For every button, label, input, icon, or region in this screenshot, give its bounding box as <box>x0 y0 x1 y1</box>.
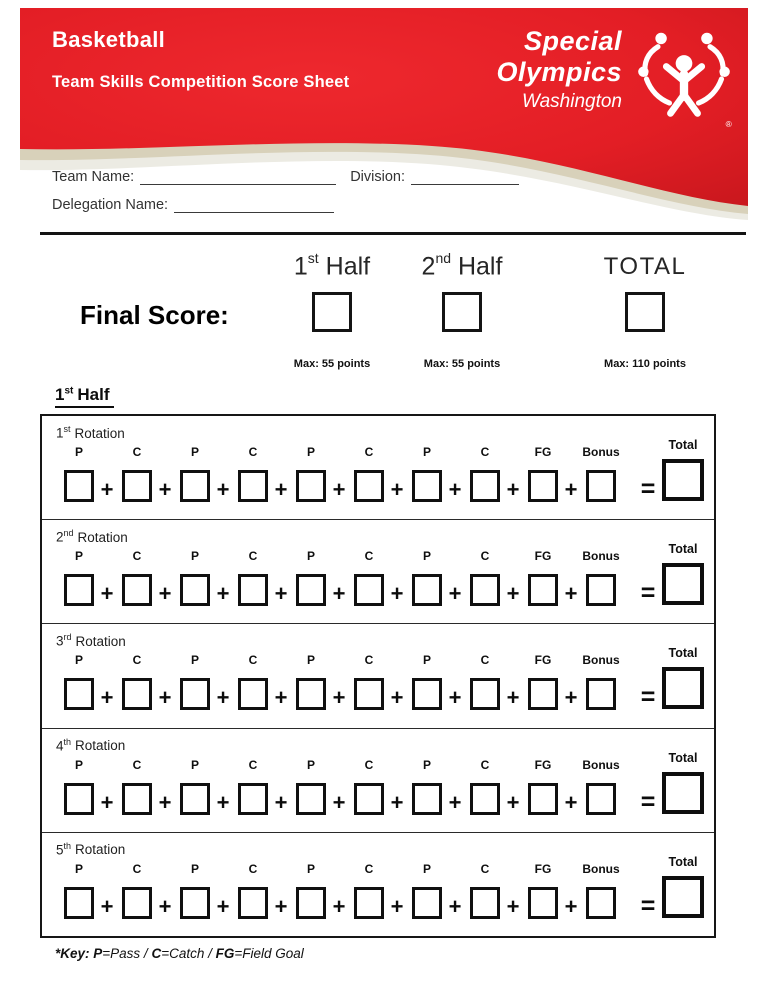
skill-column-header: C <box>480 549 490 564</box>
skill-column-header: Bonus <box>582 445 620 459</box>
skill-column-header: C <box>364 757 374 772</box>
skill-cell-p <box>296 833 354 936</box>
rotation-total <box>658 751 708 814</box>
rotation-total-box[interactable] <box>662 772 704 814</box>
plus-sign: + <box>448 477 462 502</box>
plus-sign: + <box>216 477 230 502</box>
skill-column-header: C <box>132 653 142 668</box>
skill-cell-p <box>412 416 470 519</box>
key-definition: =Catch / <box>161 946 216 961</box>
skill-cell-c <box>238 520 296 623</box>
skill-column-header: P <box>306 653 315 668</box>
key-term: C <box>151 946 162 961</box>
score-entry-box[interactable] <box>180 678 210 710</box>
final-score-label: Final Score: <box>80 300 229 330</box>
rotation-total-box[interactable] <box>662 667 704 709</box>
plus-sign: + <box>506 789 520 815</box>
plus-sign: + <box>158 893 172 919</box>
plus-sign: + <box>158 477 172 502</box>
section-divider <box>40 232 746 235</box>
plus-sign: + <box>390 789 404 815</box>
skill-column-header: C <box>364 861 374 876</box>
logo-word-olympics: Olympics <box>496 57 622 87</box>
plus-sign: + <box>390 581 404 607</box>
skill-column-header: P <box>74 445 83 459</box>
skill-column-header: P <box>190 861 199 876</box>
skill-column-header: P <box>422 757 431 772</box>
plus-sign: + <box>564 477 578 502</box>
score-entry-box[interactable] <box>180 783 210 815</box>
skill-cell-fg <box>528 833 586 936</box>
skill-cell-c <box>238 624 296 727</box>
score-entry-box[interactable] <box>180 574 210 606</box>
score-entry-box[interactable] <box>586 470 616 502</box>
skill-column-header: FG <box>534 861 552 876</box>
rotation-row <box>42 519 714 623</box>
skill-column-header: P <box>422 653 431 668</box>
skill-cell-c <box>354 624 412 727</box>
score-entry-box[interactable] <box>64 678 94 710</box>
rotation-total-box[interactable] <box>662 459 704 501</box>
final-score-col-first-half <box>257 252 407 370</box>
skill-column-header: Bonus <box>582 757 620 772</box>
rotation-total <box>658 438 708 501</box>
special-olympics-logo-mark-icon <box>634 28 734 128</box>
total-score-box-final[interactable] <box>625 292 665 332</box>
score-entry-box[interactable] <box>64 574 94 606</box>
score-entry-box[interactable] <box>412 470 442 502</box>
page-title: Basketball <box>52 27 166 52</box>
score-entry-box[interactable] <box>354 470 384 502</box>
score-entry-box[interactable] <box>586 783 616 815</box>
score-entry-box[interactable] <box>296 574 326 606</box>
rotation-word: Rotation <box>74 425 125 441</box>
skill-column-header: FG <box>534 549 552 564</box>
plus-sign: + <box>274 893 288 919</box>
second-half-max-points: Max: 55 points <box>423 358 501 370</box>
rotation-word: Rotation <box>77 529 128 545</box>
second-half-score-box[interactable] <box>442 292 482 332</box>
skill-column-header: P <box>306 861 315 876</box>
plus-sign: + <box>448 581 462 607</box>
score-entry-box[interactable] <box>354 574 384 606</box>
plus-sign: + <box>100 789 114 815</box>
plus-sign: + <box>332 685 346 711</box>
skill-cells <box>64 624 644 727</box>
skill-column-header: FG <box>534 653 552 668</box>
plus-sign: + <box>274 685 288 711</box>
score-entry-box[interactable] <box>296 678 326 710</box>
score-entry-box[interactable] <box>354 678 384 710</box>
skill-column-header: P <box>422 445 431 459</box>
score-entry-box[interactable] <box>470 887 500 919</box>
rotation-row <box>42 832 714 936</box>
plus-sign: + <box>216 685 230 711</box>
first-half-score-box[interactable] <box>312 292 352 332</box>
plus-sign: + <box>390 893 404 919</box>
skill-column-header: P <box>422 861 431 876</box>
skill-cell-c <box>122 624 180 727</box>
skill-column-header: C <box>480 757 490 772</box>
score-entry-box[interactable] <box>64 470 94 502</box>
skill-column-header: Bonus <box>582 653 620 668</box>
skill-cell-c <box>238 416 296 519</box>
skill-cell-c <box>122 416 180 519</box>
score-entry-box[interactable] <box>412 887 442 919</box>
rotation-total <box>658 646 708 709</box>
score-entry-box[interactable] <box>296 470 326 502</box>
skill-cell-p <box>180 729 238 832</box>
equals-sign: = <box>640 787 656 816</box>
skill-cell-c <box>470 416 528 519</box>
skill-cell-fg <box>528 729 586 832</box>
score-entry-box[interactable] <box>528 783 558 815</box>
skill-column-header: C <box>364 549 374 564</box>
score-entry-box[interactable] <box>528 678 558 710</box>
score-entry-box[interactable] <box>122 678 152 710</box>
skill-column-header: C <box>248 653 258 668</box>
skill-column-header: Bonus <box>582 861 620 876</box>
plus-sign: + <box>100 685 114 711</box>
key-term: *Key: <box>55 946 94 961</box>
plus-sign: + <box>506 893 520 919</box>
rotation-table <box>40 414 716 938</box>
plus-sign: + <box>390 685 404 711</box>
skill-cell-c <box>122 833 180 936</box>
title-ordinal: 2 <box>421 252 436 281</box>
score-entry-box[interactable] <box>586 678 616 710</box>
score-entry-box[interactable] <box>122 470 152 502</box>
skill-cell-p <box>180 624 238 727</box>
rotation-ordinal-suffix: th <box>63 840 72 851</box>
rotation-total <box>658 542 708 605</box>
skill-cell-c <box>238 833 296 936</box>
rotation-ordinal: 2 <box>56 529 64 545</box>
skill-column-header: P <box>190 653 199 668</box>
score-entry-box[interactable] <box>238 887 268 919</box>
skill-column-header: C <box>248 445 258 459</box>
total-label: Total <box>668 646 698 661</box>
skill-cells <box>64 520 644 623</box>
skill-column-header: C <box>364 445 374 459</box>
heading-ordinal-suffix: st <box>64 385 74 397</box>
total-title <box>570 252 720 288</box>
skill-cell-p <box>64 416 122 519</box>
rotation-total-box[interactable] <box>662 876 704 918</box>
title-ordinal-suffix: nd <box>435 250 452 266</box>
form-line-team <box>52 168 519 185</box>
plus-sign: + <box>100 581 114 607</box>
rotation-word: Rotation <box>75 633 126 649</box>
skill-cell-p <box>296 520 354 623</box>
first-half-section-heading <box>55 385 114 408</box>
skill-column-header: P <box>190 445 199 459</box>
skill-cells <box>64 833 644 936</box>
skill-cell-p <box>296 729 354 832</box>
plus-sign: + <box>448 685 462 711</box>
plus-sign: + <box>332 477 346 502</box>
score-entry-box[interactable] <box>64 783 94 815</box>
skill-column-header: C <box>132 861 142 876</box>
skill-cell-c <box>354 833 412 936</box>
key-term: P <box>93 946 103 961</box>
first-half-title <box>257 252 407 288</box>
plus-sign: + <box>564 685 578 711</box>
heading-word: Half <box>77 385 110 404</box>
score-entry-box[interactable] <box>412 574 442 606</box>
title-word: TOTAL <box>603 253 687 280</box>
rotation-ordinal: 4 <box>56 738 64 754</box>
plus-sign: + <box>564 789 578 815</box>
special-olympics-logo-text <box>430 26 622 115</box>
first-half-max-points: Max: 55 points <box>293 358 371 370</box>
score-entry-box[interactable] <box>586 574 616 606</box>
plus-sign: + <box>216 893 230 919</box>
second-half-title <box>387 252 537 288</box>
final-score-col-total <box>570 252 720 370</box>
equals-sign: = <box>640 891 656 920</box>
rotation-ordinal-suffix: st <box>63 424 71 434</box>
total-label: Total <box>668 542 698 557</box>
skill-column-header: C <box>480 653 490 668</box>
rotation-ordinal-suffix: th <box>63 736 72 747</box>
skill-column-header: P <box>190 757 199 772</box>
equals-sign: = <box>640 579 656 608</box>
equals-sign: = <box>640 475 656 503</box>
plus-sign: + <box>216 581 230 607</box>
key-definition: =Field Goal <box>234 946 304 961</box>
skill-cell-c <box>470 624 528 727</box>
score-entry-box[interactable] <box>180 470 210 502</box>
score-entry-box[interactable] <box>354 783 384 815</box>
total-max-points: Max: 110 points <box>604 358 686 370</box>
title-word: Half <box>451 252 503 281</box>
score-entry-box[interactable] <box>470 783 500 815</box>
plus-sign: + <box>216 789 230 815</box>
skill-cell-p <box>412 833 470 936</box>
skill-column-header: Bonus <box>582 549 620 564</box>
key-term: FG <box>215 946 235 961</box>
score-entry-box[interactable] <box>122 887 152 919</box>
plus-sign: + <box>158 581 172 607</box>
final-score-col-second-half <box>387 252 537 370</box>
skill-column-header: C <box>248 861 258 876</box>
registered-trademark-symbol: ® <box>725 118 732 128</box>
plus-sign: + <box>274 581 288 607</box>
delegation-name-field[interactable] <box>174 196 334 213</box>
skill-column-header: C <box>132 445 142 459</box>
score-entry-box[interactable] <box>122 574 152 606</box>
skill-cell-p <box>180 416 238 519</box>
skill-cell-p <box>64 520 122 623</box>
score-entry-box[interactable] <box>238 783 268 815</box>
plus-sign: + <box>274 477 288 502</box>
skill-column-header: P <box>74 549 83 564</box>
plus-sign: + <box>506 581 520 607</box>
skill-cell-p <box>412 520 470 623</box>
skill-cell-c <box>470 729 528 832</box>
score-entry-box[interactable] <box>238 678 268 710</box>
skill-cell-p <box>64 729 122 832</box>
score-entry-box[interactable] <box>470 678 500 710</box>
score-entry-box[interactable] <box>180 887 210 919</box>
score-entry-box[interactable] <box>238 574 268 606</box>
division-label: Division: <box>350 169 405 185</box>
skill-cell-c <box>354 416 412 519</box>
skill-column-header: C <box>132 549 142 564</box>
skill-column-header: C <box>480 861 490 876</box>
skill-cell-c <box>354 729 412 832</box>
team-name-field[interactable] <box>140 168 336 185</box>
skill-cell-p <box>412 624 470 727</box>
title-ordinal: 1 <box>293 252 308 281</box>
score-entry-box[interactable] <box>122 783 152 815</box>
score-entry-box[interactable] <box>354 887 384 919</box>
skill-cell-p <box>180 833 238 936</box>
skill-column-header: P <box>422 549 431 564</box>
logo-word-special: Special <box>523 26 622 56</box>
rotation-ordinal-suffix: rd <box>63 632 72 643</box>
skill-cell-c <box>354 520 412 623</box>
score-key <box>55 946 304 961</box>
rotation-row <box>42 623 714 727</box>
plus-sign: + <box>100 477 114 502</box>
skill-cells <box>64 416 644 519</box>
title-ordinal-suffix: st <box>307 250 319 266</box>
skill-cells <box>64 729 644 832</box>
logo-word-washington: Washington <box>522 91 622 112</box>
score-entry-box[interactable] <box>470 470 500 502</box>
rotation-row <box>42 416 714 519</box>
skill-column-header: C <box>248 757 258 772</box>
delegation-name-label: Delegation Name: <box>52 197 169 213</box>
rotation-ordinal: 1 <box>56 425 64 441</box>
division-field[interactable] <box>411 168 519 185</box>
skill-column-header: P <box>306 445 315 459</box>
skill-cell-c <box>470 520 528 623</box>
rotation-total-box[interactable] <box>662 563 704 605</box>
skill-cell-p <box>412 729 470 832</box>
score-entry-box[interactable] <box>238 470 268 502</box>
score-entry-box[interactable] <box>586 887 616 919</box>
skill-cell-fg <box>528 520 586 623</box>
plus-sign: + <box>100 893 114 919</box>
skill-column-header: P <box>306 549 315 564</box>
plus-sign: + <box>332 789 346 815</box>
skill-column-header: P <box>74 861 83 876</box>
rotation-word: Rotation <box>75 738 126 754</box>
skill-cell-c <box>122 520 180 623</box>
skill-column-header: FG <box>534 445 552 459</box>
plus-sign: + <box>390 477 404 502</box>
rotation-ordinal-suffix: nd <box>63 528 74 539</box>
plus-sign: + <box>506 685 520 711</box>
skill-cell-p <box>64 624 122 727</box>
title-word: Half <box>318 252 371 281</box>
rotation-ordinal: 5 <box>56 842 64 858</box>
skill-cell-c <box>238 729 296 832</box>
skill-cell-fg <box>528 624 586 727</box>
skill-column-header: P <box>74 757 83 772</box>
score-entry-box[interactable] <box>296 887 326 919</box>
score-entry-box[interactable] <box>412 783 442 815</box>
skill-column-header: P <box>306 757 315 772</box>
plus-sign: + <box>448 789 462 815</box>
rotation-ordinal: 3 <box>56 633 64 649</box>
skill-column-header: C <box>480 445 490 459</box>
skill-column-header: P <box>190 549 199 564</box>
team-name-label: Team Name: <box>52 169 135 185</box>
skill-cell-fg <box>528 416 586 519</box>
equals-sign: = <box>640 683 656 712</box>
plus-sign: + <box>158 685 172 711</box>
heading-ordinal: 1 <box>55 385 65 404</box>
skill-cell-p <box>64 833 122 936</box>
total-label: Total <box>668 854 698 869</box>
total-label: Total <box>668 750 698 765</box>
skill-column-header: P <box>74 653 83 668</box>
skill-cell-p <box>180 520 238 623</box>
key-definition: =Pass / <box>102 946 152 961</box>
score-entry-box[interactable] <box>528 887 558 919</box>
plus-sign: + <box>506 477 520 502</box>
skill-column-header: C <box>132 757 142 772</box>
rotation-total <box>658 855 708 918</box>
total-label: Total <box>668 438 698 452</box>
skill-column-header: FG <box>534 757 552 772</box>
plus-sign: + <box>448 893 462 919</box>
score-entry-box[interactable] <box>64 887 94 919</box>
plus-sign: + <box>564 893 578 919</box>
skill-cell-p <box>296 624 354 727</box>
plus-sign: + <box>564 581 578 607</box>
rotation-word: Rotation <box>75 842 126 858</box>
skill-column-header: C <box>364 653 374 668</box>
score-entry-box[interactable] <box>296 783 326 815</box>
rotation-row <box>42 728 714 832</box>
skill-cell-c <box>122 729 180 832</box>
skill-cell-c <box>470 833 528 936</box>
form-line-delegation <box>52 196 334 213</box>
plus-sign: + <box>158 789 172 815</box>
skill-cell-p <box>296 416 354 519</box>
skill-column-header: C <box>248 549 258 564</box>
plus-sign: + <box>332 893 346 919</box>
score-entry-box[interactable] <box>528 574 558 606</box>
plus-sign: + <box>274 789 288 815</box>
plus-sign: + <box>332 581 346 607</box>
score-entry-box[interactable] <box>470 574 500 606</box>
score-entry-box[interactable] <box>528 470 558 502</box>
page-subtitle: Team Skills Competition Score Sheet <box>52 73 350 91</box>
score-entry-box[interactable] <box>412 678 442 710</box>
